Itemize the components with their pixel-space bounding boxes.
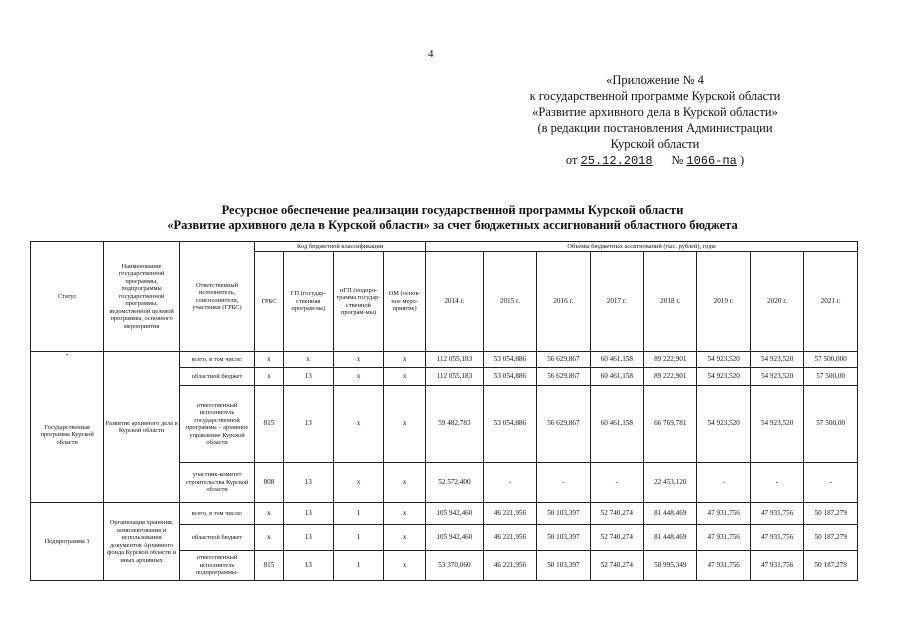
header-codes-group: Код бюджетной классификации	[255, 242, 426, 252]
value-cell: 47 931,756	[697, 551, 750, 581]
executor-cell: участник-комитет строительства Курской области	[179, 463, 254, 503]
value-cell: -	[537, 463, 590, 503]
pgp-cell: x	[333, 352, 383, 368]
header-year: 2020 г.	[750, 252, 803, 352]
appendix-line-3: «Развитие архивного дела в Курской области»	[532, 105, 778, 119]
om-cell: x	[384, 352, 426, 368]
value-cell: 47 931,756	[750, 551, 803, 581]
value-cell: 60 461,158	[590, 386, 643, 463]
value-cell: 105 942,460	[426, 503, 484, 525]
value-cell: 54 923,520	[750, 368, 803, 386]
header-volumes-group: Объемы бюджетных ассигнований (тыс. рублей), годы	[426, 242, 858, 252]
grbs-cell: x	[255, 503, 283, 525]
appendix-header	[500, 72, 810, 169]
header-pgp: пГП (подпро-грамма государ-ственной програм-мы)	[333, 252, 383, 352]
value-cell: 50 103,397	[537, 525, 590, 551]
table-row	[31, 503, 858, 525]
header-year: 2021 г.	[804, 252, 858, 352]
appendix-line-1: «Приложение № 4	[606, 73, 704, 87]
pgp-cell: 1	[333, 503, 383, 525]
budget-table	[30, 241, 858, 581]
header-status: Статус	[31, 242, 104, 352]
value-cell: 54 923,520	[750, 386, 803, 463]
executor-cell: областной бюджет	[179, 525, 254, 551]
gp-cell: 13	[283, 463, 333, 503]
header-year: 2019 г.	[697, 252, 750, 352]
executor-cell: областной бюджет	[179, 368, 254, 386]
pgp-cell: x	[333, 386, 383, 463]
appendix-line-5: Курской области	[610, 137, 700, 151]
table-row	[31, 352, 858, 368]
closing-paren: )	[739, 153, 745, 167]
gp-cell: 13	[283, 551, 333, 581]
value-cell: 89 222,901	[644, 368, 697, 386]
program-name: Развитие архивного дела в Курской области	[104, 352, 179, 503]
value-cell: 52 740,274	[590, 525, 643, 551]
value-cell: 47 931,756	[697, 525, 750, 551]
value-cell: -	[697, 463, 750, 503]
value-cell: 60 461,158	[590, 368, 643, 386]
value-cell: 54 923,520	[697, 386, 750, 463]
value-cell: 56 629,867	[537, 368, 590, 386]
grbs-cell: x	[255, 525, 283, 551]
appendix-line-4: (в редакции постановления Администрации	[537, 121, 773, 135]
subprogram-name: Организация хранения, комплектования и использования документов Архивного фонда Курской области и иных архивных	[104, 503, 179, 581]
pgp-cell: 1	[333, 525, 383, 551]
document-title	[40, 203, 865, 233]
om-cell: x	[384, 503, 426, 525]
value-cell: 47 931,756	[697, 503, 750, 525]
value-cell: 53 054,886	[483, 352, 536, 368]
header-year: 2017 г.	[590, 252, 643, 352]
value-cell: 46 221,956	[483, 551, 536, 581]
header-executor: Ответственный исполнитель, соисполнители, участники (ГРБС)	[179, 242, 254, 352]
executor-cell: ответственный исполнитель государственной программы – архивное управление Курской области	[179, 386, 254, 463]
grbs-cell: 815	[255, 551, 283, 581]
value-cell: 47 931,756	[750, 503, 803, 525]
grbs-cell: 808	[255, 463, 283, 503]
om-cell: x	[384, 463, 426, 503]
value-cell: 50 187,279	[804, 503, 858, 525]
gp-cell: 13	[283, 368, 333, 386]
value-cell: 52 572,400	[426, 463, 484, 503]
value-cell: 46 221,956	[483, 503, 536, 525]
value-cell: 112 055,183	[426, 352, 484, 368]
header-year: 2016 г.	[537, 252, 590, 352]
grbs-cell: x	[255, 352, 283, 368]
value-cell: 53 054,886	[483, 386, 536, 463]
date-prefix: от	[565, 153, 578, 167]
program-status: Государственная программа Курской области	[31, 368, 104, 503]
value-cell: 60 461,158	[590, 352, 643, 368]
value-cell: 54 923,520	[697, 368, 750, 386]
header-gp: ГП (государ-ственная програм-ма)	[283, 252, 333, 352]
appendix-date-line	[500, 152, 810, 169]
value-cell: 50 103,397	[537, 551, 590, 581]
header-om: ОМ (основ-ное меро-приятие)	[384, 252, 426, 352]
om-cell: x	[384, 525, 426, 551]
resolution-number: 1066-па	[686, 154, 737, 168]
header-year: 2015 г.	[483, 252, 536, 352]
page-number: 4	[428, 48, 434, 60]
value-cell: 50 187,279	[804, 525, 858, 551]
om-cell: x	[384, 368, 426, 386]
value-cell: 52 740,274	[590, 503, 643, 525]
value-cell: 81 448,469	[644, 503, 697, 525]
subprogram-status: Подпрограмма 1	[31, 503, 104, 581]
title-line-2: «Развитие архивного дела в Курской области» за счет бюджетных ассигнований областного бюджета	[167, 218, 738, 232]
header-year: 2018 г.	[644, 252, 697, 352]
title-line-1: Ресурсное обеспечение реализации государственной программы Курской области	[221, 203, 684, 217]
value-cell: 112 055,183	[426, 368, 484, 386]
value-cell: 57 500,000	[804, 352, 858, 368]
value-cell: 56 629,867	[537, 352, 590, 368]
header-name: Наименование государственной программы, подпрограммы государственной программы, ведомственной целевой программы, основного мероприятия	[104, 242, 179, 352]
value-cell: 59 482,783	[426, 386, 484, 463]
header-year: 2014 г.	[426, 252, 484, 352]
value-cell: 47 931,756	[750, 525, 803, 551]
appendix-line-2: к государственной программе Курской области	[529, 89, 781, 103]
value-cell: 50 103,397	[537, 503, 590, 525]
value-cell: 53 054,886	[483, 368, 536, 386]
value-cell: 46 221,956	[483, 525, 536, 551]
value-cell: -	[590, 463, 643, 503]
program-marker: •	[31, 352, 104, 368]
executor-cell: всего, в том числе:	[179, 503, 254, 525]
value-cell: 54 923,520	[750, 352, 803, 368]
value-cell: 57 500,00	[804, 368, 858, 386]
grbs-cell: x	[255, 368, 283, 386]
gp-cell: 13	[283, 386, 333, 463]
value-cell: 53 370,060	[426, 551, 484, 581]
value-cell: -	[483, 463, 536, 503]
value-cell: 105 942,460	[426, 525, 484, 551]
pgp-cell: x	[333, 463, 383, 503]
pgp-cell: x	[333, 368, 383, 386]
grbs-cell: 815	[255, 386, 283, 463]
value-cell: -	[750, 463, 803, 503]
resolution-date: 25.12.2018	[580, 154, 653, 168]
om-cell: x	[384, 386, 426, 463]
value-cell: 56 629,867	[537, 386, 590, 463]
value-cell: 57 500,00	[804, 386, 858, 463]
number-prefix: №	[671, 153, 684, 167]
value-cell: 58 995,349	[644, 551, 697, 581]
value-cell: 52 740,274	[590, 551, 643, 581]
value-cell: 66 769,781	[644, 386, 697, 463]
value-cell: 89 222,901	[644, 352, 697, 368]
gp-cell: 13	[283, 525, 333, 551]
gp-cell: 13	[283, 503, 333, 525]
header-grbs: ГРБС	[255, 252, 283, 352]
value-cell: 54 923,520	[697, 352, 750, 368]
om-cell: x	[384, 551, 426, 581]
value-cell: 81 448,469	[644, 525, 697, 551]
pgp-cell: 1	[333, 551, 383, 581]
value-cell: 50 187,279	[804, 551, 858, 581]
value-cell: -	[804, 463, 858, 503]
gp-cell: x	[283, 352, 333, 368]
executor-cell: ответственный исполнитель подпрограммы-	[179, 551, 254, 581]
executor-cell: всего, в том числе:	[179, 352, 254, 368]
value-cell: 22 453,120	[644, 463, 697, 503]
